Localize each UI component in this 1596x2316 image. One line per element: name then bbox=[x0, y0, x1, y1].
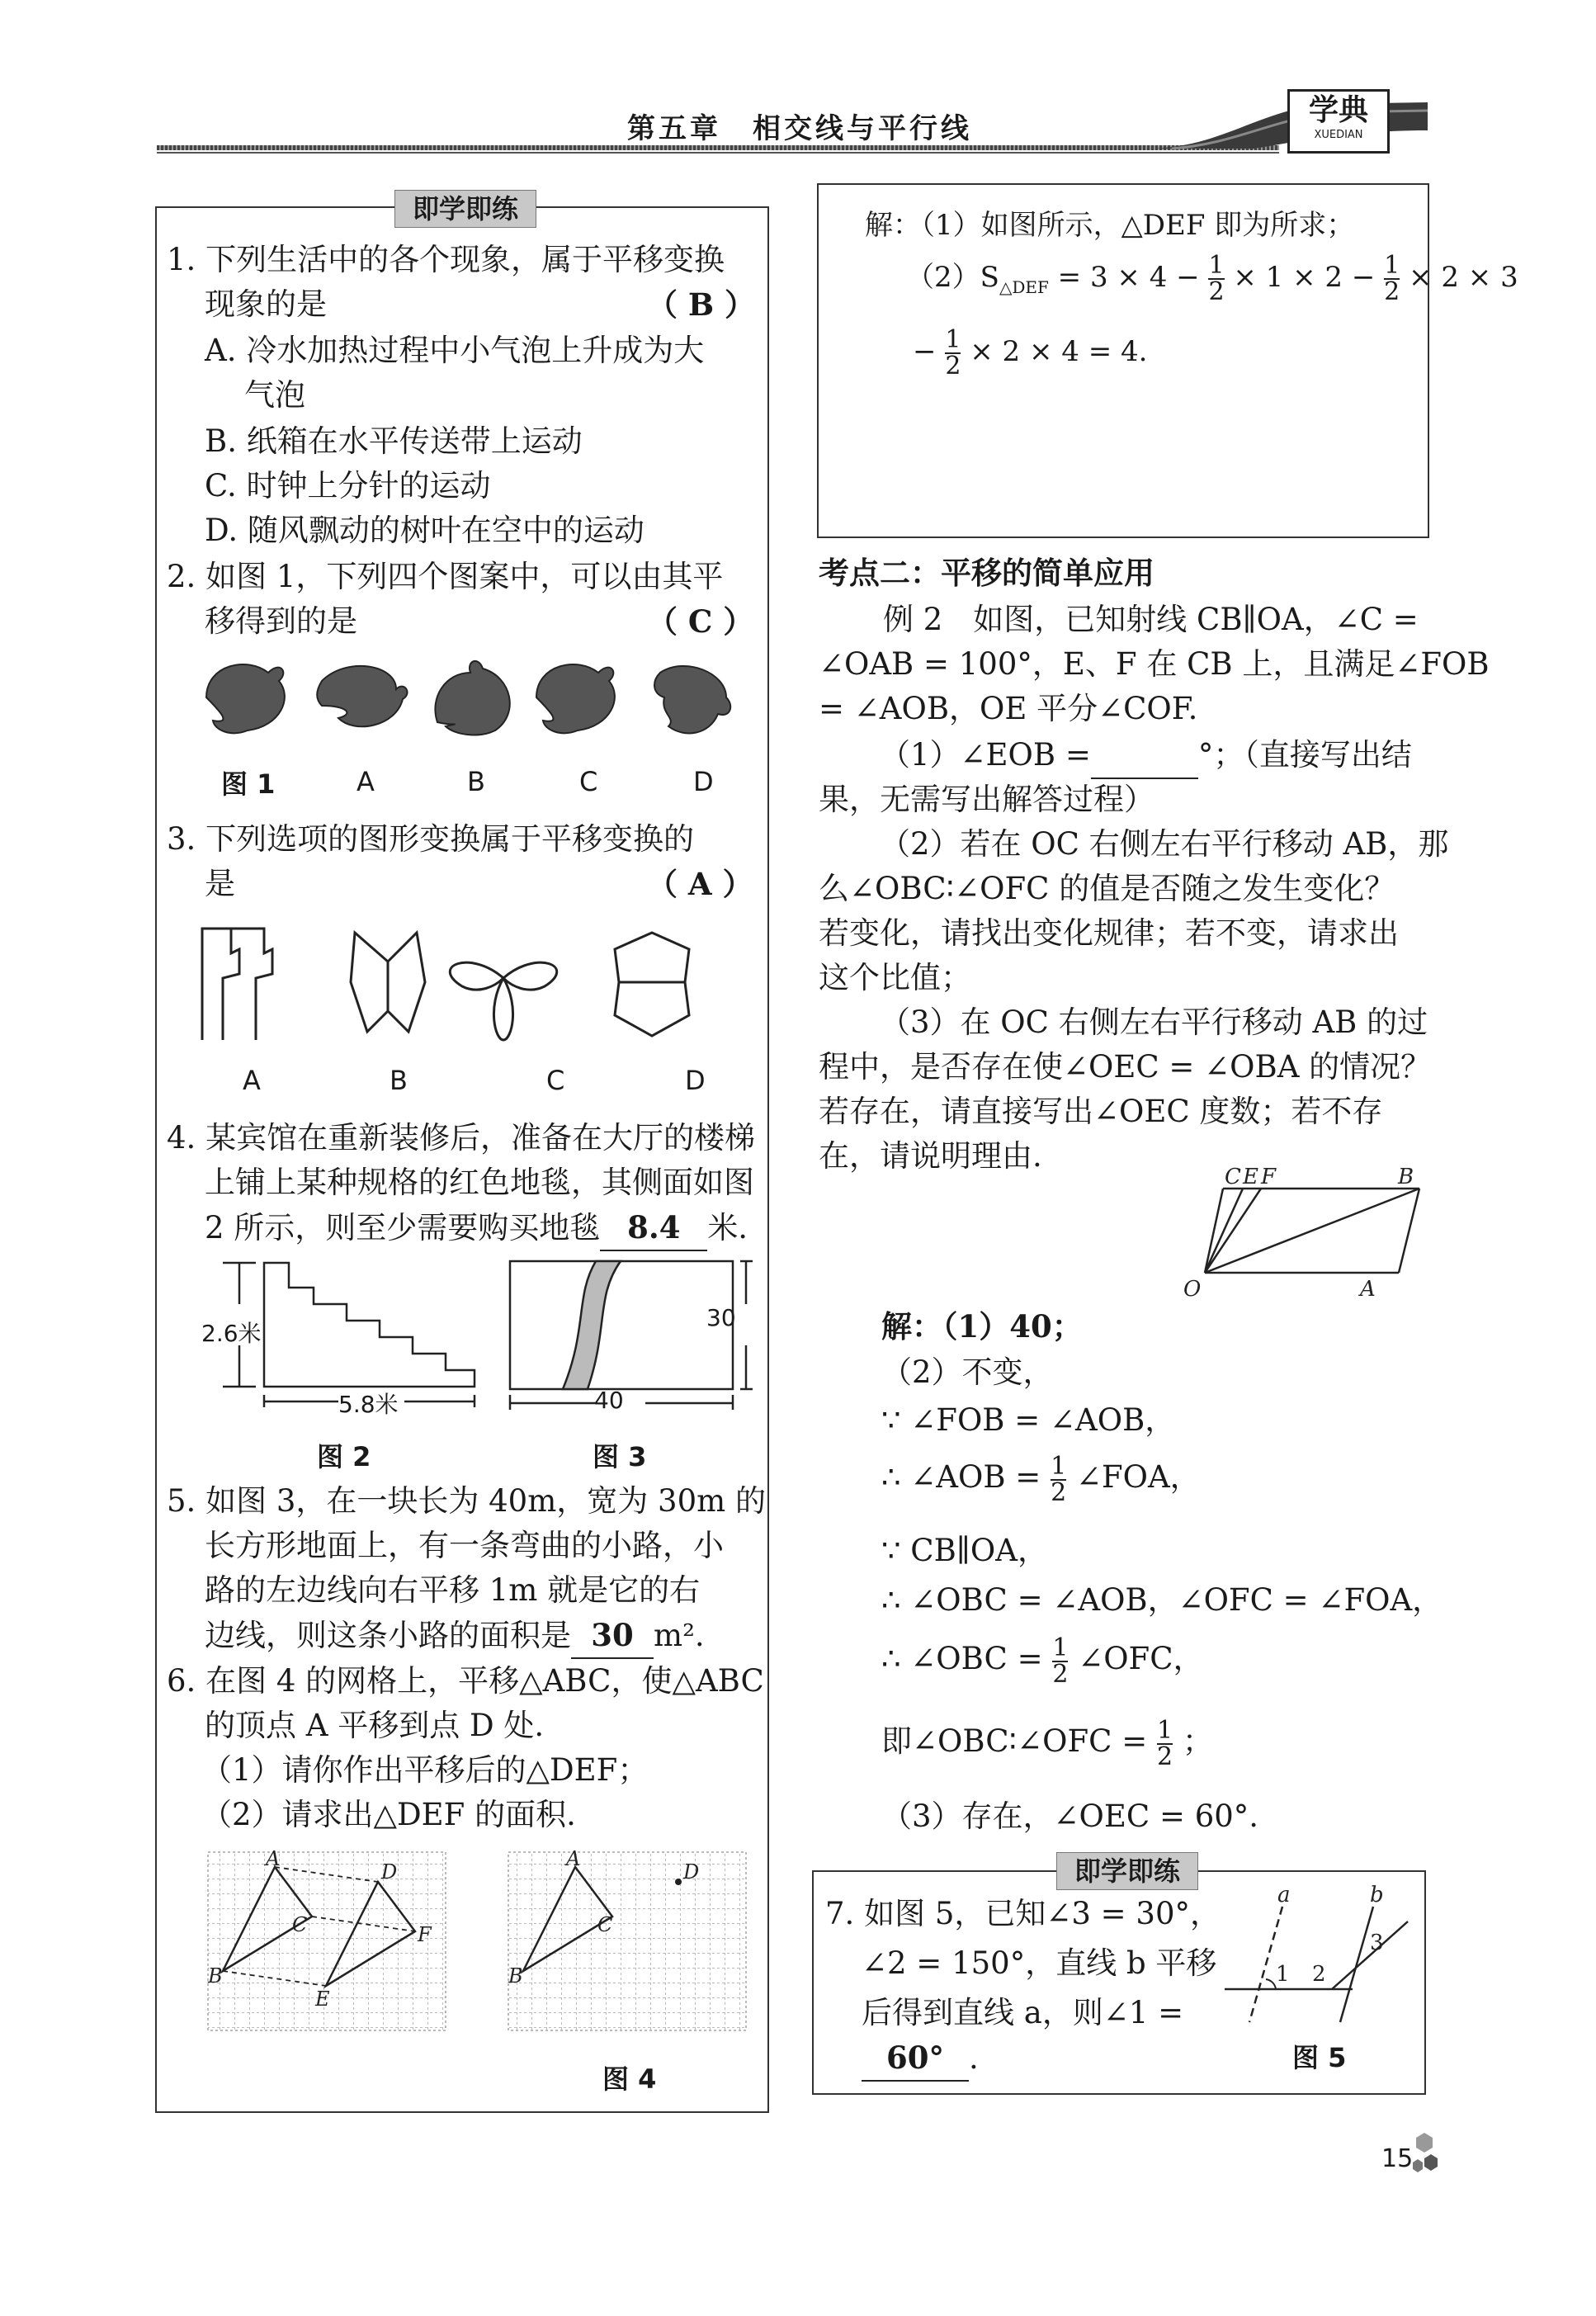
q7-line4: 60° . bbox=[862, 2035, 979, 2082]
svg-text:F: F bbox=[418, 1923, 432, 1946]
svg-text:A: A bbox=[266, 1849, 281, 1870]
page-number: 15 bbox=[1381, 2144, 1414, 2173]
figure-q3-shapes bbox=[190, 916, 751, 1048]
q1-stem-2: 现象的是 bbox=[205, 286, 327, 322]
left-section-banner: 即学即练 bbox=[394, 190, 536, 228]
svg-text:A: A bbox=[566, 1849, 581, 1870]
fig4-caption: 图 4 bbox=[602, 2063, 657, 2095]
svg-text:A: A bbox=[1360, 1277, 1376, 1302]
dolphin-d bbox=[654, 666, 730, 733]
svg-text:B: B bbox=[508, 1964, 523, 1988]
ex2-line4: （1）∠EOB = °；（直接写出结 bbox=[880, 733, 1412, 779]
q3-stem: 3. 下列选项的图形变换属于平移变换的 bbox=[167, 821, 695, 857]
q3-answer: （ A ） bbox=[647, 866, 753, 902]
fig1-label-c: C bbox=[579, 766, 598, 797]
q1-answer: （ B ） bbox=[647, 286, 756, 323]
section-2-title: 考点二：平移的简单应用 bbox=[819, 555, 1155, 591]
ex2-line11: 程中，是否存在使∠OEC = ∠OBA 的情况？ bbox=[819, 1049, 1432, 1085]
ex2-figure bbox=[1172, 1164, 1436, 1304]
fig3-width-label: 40 bbox=[594, 1387, 624, 1414]
q4-stem-2: 上铺上某种规格的红色地毯，其侧面如图 bbox=[205, 1165, 754, 1200]
q7-line1: 7. 如图 5，已知∠3 = 30°， bbox=[825, 1896, 1221, 1931]
svg-text:E: E bbox=[315, 1988, 330, 2011]
q4-stem: 4. 某宾馆在重新装修后，准备在大厅的楼梯 bbox=[167, 1120, 756, 1156]
fig3-caption: 图 3 bbox=[593, 1441, 647, 1472]
svg-text:D: D bbox=[381, 1860, 398, 1884]
q5-answer: 30 bbox=[571, 1613, 654, 1659]
figure-4-grids bbox=[205, 1849, 749, 2047]
ex2-line10: （3）在 OC 右侧左右平行移动 AB 的过 bbox=[880, 1004, 1428, 1040]
ex2-line12: 若存在，请直接写出∠OEC 度数；若不存 bbox=[819, 1094, 1383, 1129]
ex2-sol-5: ∵ CB∥OA， bbox=[881, 1533, 1048, 1568]
ex2-blank bbox=[1091, 733, 1198, 779]
q7-line2: ∠2 = 150°，直线 b 平移 bbox=[862, 1945, 1217, 1981]
svg-text:3: 3 bbox=[1370, 1931, 1384, 1955]
q6-sub1: （1）请你作出平移后的△DEF； bbox=[201, 1752, 649, 1788]
dolphin-c bbox=[536, 664, 615, 733]
shape-a-flags bbox=[202, 929, 272, 1040]
q3-label-a: A bbox=[243, 1065, 261, 1096]
shape-b-bowtie bbox=[351, 933, 425, 1032]
q7-line3: 后得到直线 a，则∠1 = bbox=[862, 1995, 1184, 2030]
q5-stem-2: 长方形地面上，有一条弯曲的小路，小 bbox=[205, 1528, 724, 1563]
svg-text:C: C bbox=[597, 1913, 613, 1936]
q1-option-a-2: 气泡 bbox=[244, 377, 305, 413]
ex2-line2: ∠OAB = 100°，E、F 在 CB 上，且满足∠FOB bbox=[819, 646, 1490, 682]
q5-stem-4: 边线，则这条小路的面积是 30 m². bbox=[205, 1613, 705, 1659]
svg-text:b: b bbox=[1370, 1883, 1384, 1907]
ex2-line13: 在，请说明理由. bbox=[819, 1138, 1042, 1174]
q5-stem: 5. 如图 3，在一块长为 40m，宽为 30m 的 bbox=[167, 1483, 766, 1519]
svg-text:1: 1 bbox=[1276, 1962, 1290, 1987]
svg-text:C: C bbox=[1225, 1165, 1241, 1189]
svg-text:B: B bbox=[208, 1964, 223, 1988]
svg-text:C: C bbox=[292, 1913, 308, 1936]
q1-option-b: B. 纸箱在水平传送带上运动 bbox=[205, 423, 583, 459]
ex2-line9: 这个比值； bbox=[819, 960, 971, 995]
svg-text:O: O bbox=[1183, 1277, 1202, 1302]
ex2-line5: 果，无需写出解答过程） bbox=[819, 782, 1155, 817]
ex2-sol-2: （2）不变， bbox=[881, 1354, 1054, 1390]
ex2-sol-9: （3）存在，∠OEC = 60°. bbox=[881, 1798, 1259, 1834]
sol6-line3: − $\frac{1}{2} \times 2 \times 4 = 4$. bbox=[913, 325, 1148, 380]
q1-stem: 1. 下列生活中的各个现象，属于平移变换 bbox=[167, 242, 725, 277]
ex2-line3: = ∠AOB，OE 平分∠COF. bbox=[819, 691, 1198, 726]
q3-stem-2: 是 bbox=[205, 866, 235, 901]
ex2-line7: 么∠OBC∶∠OFC 的值是否随之发生变化？ bbox=[819, 871, 1395, 906]
svg-text:a: a bbox=[1277, 1883, 1291, 1907]
fig2-width-label: 5.8米 bbox=[338, 1391, 399, 1418]
q2-stem: 2. 如图 1，下列四个图案中，可以由其平 bbox=[167, 559, 724, 594]
dolphin-fig1 bbox=[206, 664, 285, 733]
figure-5-lines bbox=[1216, 1882, 1423, 2030]
page-hex-decoration bbox=[1408, 2129, 1441, 2179]
q6-stem: 6. 在图 4 的网格上，平移△ABC，使△ABC bbox=[167, 1663, 764, 1699]
ex2-line6: （2）若在 OC 右侧左右平行移动 AB，那 bbox=[880, 826, 1449, 862]
brand-logo: 学典 XUEDIAN bbox=[1287, 89, 1390, 154]
svg-text:B: B bbox=[1398, 1165, 1414, 1189]
ex2-sol-4: ∴ ∠AOB = $\frac{1}{2}$ ∠FOA， bbox=[881, 1451, 1201, 1507]
q4-stem-3: 2 所示，则至少需要购买地毯 8.4 米. bbox=[205, 1205, 748, 1251]
ex2-sol-6: ∴ ∠OBC = ∠AOB，∠OFC = ∠FOA， bbox=[881, 1582, 1443, 1618]
q2-answer: （ C ） bbox=[647, 603, 754, 640]
q6-stem-2: 的顶点 A 平移到点 D 处. bbox=[205, 1708, 545, 1743]
right-section-banner: 即学即练 bbox=[1056, 1852, 1198, 1890]
q1-option-c: C. 时钟上分针的运动 bbox=[205, 468, 491, 503]
svg-text:2: 2 bbox=[1312, 1962, 1326, 1987]
q1-option-d: D. 随风飘动的树叶在空中的运动 bbox=[205, 513, 645, 548]
fig1-label-d: D bbox=[693, 766, 714, 797]
shape-d-pentagons bbox=[615, 933, 689, 1036]
shape-c-trefoil bbox=[450, 962, 556, 1040]
q3-label-c: C bbox=[546, 1065, 565, 1096]
ex2-sol-1: 解：（1）40； bbox=[881, 1308, 1083, 1345]
svg-text:E: E bbox=[1243, 1165, 1258, 1189]
ex2-sol-8: 即∠OBC∶∠OFC = $\frac{1}{2}$ ； bbox=[881, 1715, 1213, 1771]
dolphin-a bbox=[317, 666, 407, 726]
ex2-line1: 例 2 如图，已知射线 CB∥OA，∠C = bbox=[883, 602, 1419, 637]
sol6-line2: $(2)S_{\triangle DEF} = 3 \times 4$ − $\frac{1}{2} \times 1 \times 2$ − $\frac{1}{2} \times 2 \times 3$ bbox=[906, 251, 1518, 306]
ex2-sol-3: ∵ ∠FOB = ∠AOB， bbox=[881, 1402, 1176, 1438]
fig1-label-a: A bbox=[357, 766, 375, 797]
svg-text:F: F bbox=[1261, 1165, 1277, 1189]
figure-3-path bbox=[505, 1255, 753, 1411]
q4-answer: 8.4 bbox=[600, 1205, 707, 1251]
svg-text:D: D bbox=[683, 1860, 700, 1884]
fig5-caption: 图 5 bbox=[1292, 2042, 1347, 2073]
ex2-line8: 若变化，请找出变化规律；若不变，请求出 bbox=[819, 915, 1399, 951]
q6-sub2: （2）请求出△DEF 的面积. bbox=[201, 1797, 576, 1832]
header-rule-bottom bbox=[157, 152, 1279, 154]
dolphin-b bbox=[435, 661, 509, 735]
q3-label-b: B bbox=[390, 1065, 408, 1096]
sol6-line1: 解：（1）如图所示，△DEF 即为所求； bbox=[865, 209, 1355, 242]
fig1-caption: 图 1 bbox=[221, 768, 276, 800]
q2-stem-2: 移得到的是 bbox=[205, 603, 357, 639]
q5-stem-3: 路的左边线向右平移 1m 就是它的右 bbox=[205, 1572, 701, 1608]
ex2-sol-7: ∴ ∠OBC = $\frac{1}{2}$ ∠OFC， bbox=[881, 1633, 1204, 1689]
figure-1-dolphins bbox=[190, 648, 751, 747]
chapter-title: 第五章 相交线与平行线 bbox=[627, 112, 972, 145]
q7-answer: 60° bbox=[862, 2035, 969, 2082]
fig2-caption: 图 2 bbox=[317, 1441, 371, 1472]
fig3-height-label: 30 bbox=[706, 1304, 736, 1331]
fig2-height-label: 2.6米 bbox=[201, 1320, 262, 1347]
q1-option-a: A. 冷水加热过程中小气泡上升成为大 bbox=[205, 333, 705, 368]
fig1-label-b: B bbox=[467, 766, 485, 797]
q3-label-d: D bbox=[685, 1065, 706, 1096]
